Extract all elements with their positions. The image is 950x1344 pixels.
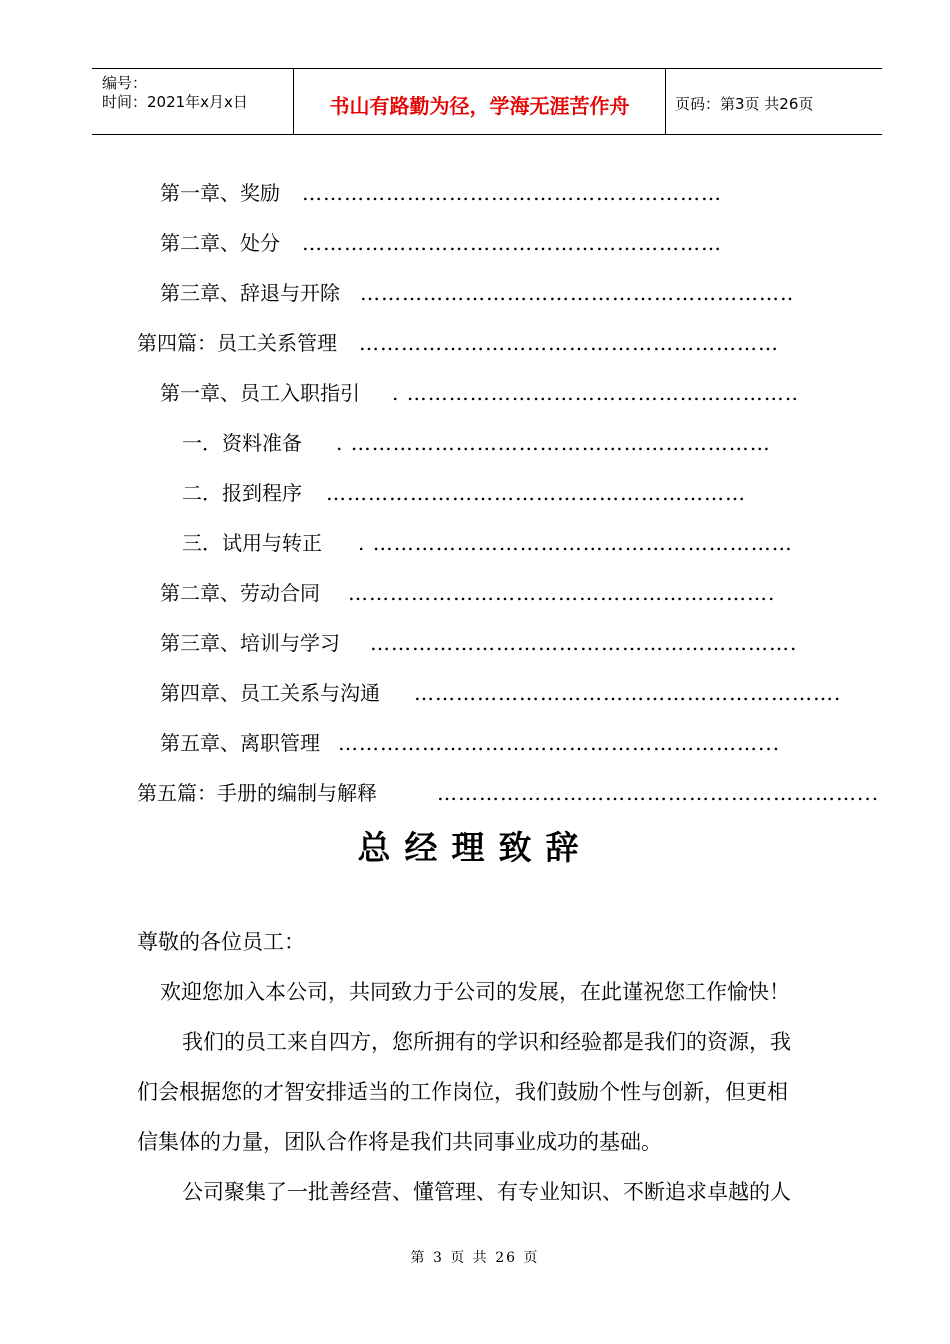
toc-label: 第三章、培训与学习 [160,631,340,655]
paragraph-line: 们会根据您的才智安排适当的工作岗位，我们鼓励个性与创新，但更相 [137,1080,788,1104]
toc-label: 二．报到程序 [182,481,302,505]
toc-leader: ……………………………………………………‥ [360,281,795,305]
toc-label: 第四章、员工关系与沟通 [160,681,380,705]
toc-entry[interactable] [137,780,880,806]
toc-entry[interactable] [160,730,790,756]
toc-leader: . ………………………………………………‥ [392,381,800,405]
toc-entry[interactable] [182,430,802,456]
toc-entry[interactable] [160,680,842,706]
toc-label: 第五章、离职管理 [160,731,320,755]
paragraph-line: 信集体的力量，团队合作将是我们共同事业成功的基础。 [137,1130,662,1154]
toc-label: 第五篇：手册的编制与解释 [137,781,377,805]
toc-label: 第一章、员工入职指引 [160,381,360,405]
toc-entry[interactable] [160,630,798,656]
toc-label: 第一章、奖励 [160,181,280,205]
page-footer: 第 3 页 共 26 页 [410,1250,540,1266]
toc-entry[interactable] [160,280,800,306]
toc-leader: ……………………………………………………. [348,581,776,605]
toc-leader: ……………………………………………………. [414,681,842,705]
paragraph-line: 公司聚集了一批善经营、懂管理、有专业知识、不断追求卓越的人 [182,1180,791,1204]
time-label: 时间：2021年x月x日 [102,93,248,111]
toc-leader: ……………………………………………………... [437,781,880,805]
toc-entry[interactable] [160,380,800,406]
toc-label: 第四篇：员工关系管理 [137,331,337,355]
toc-entry[interactable] [137,330,787,356]
toc-entry[interactable] [182,530,802,556]
toc-entry[interactable] [160,180,800,206]
header-motto-cell [294,69,666,134]
toc-entry[interactable] [182,480,802,506]
header-meta-cell [92,69,294,134]
header-page-cell [666,69,882,134]
paragraph-line: 欢迎您加入本公司，共同致力于公司的发展，在此谨祝您工作愉快！ [160,980,790,1004]
toc-leader: …………………………………………………… [359,331,779,355]
toc-leader: . …………………………………………………… [358,531,793,555]
toc-leader: . …………………………………………………… [336,431,771,455]
motto: 书山有路勤为径，学海无涯苦作舟 [329,94,630,118]
toc-label: 第二章、劳动合同 [160,581,320,605]
section-title: 总经理致辞 [357,828,593,867]
toc-leader: …………………………………………………… [302,231,722,255]
toc-leader: …………………………………………………… [302,181,722,205]
toc-label: 三．试用与转正 [182,531,322,555]
code-label: 编号： [102,74,148,92]
toc-entry[interactable] [160,580,790,606]
toc-label: 第二章、处分 [160,231,280,255]
toc-leader: …………………………………………………… [326,481,746,505]
toc-label: 一．资料准备 [182,431,302,455]
paragraph-line: 我们的员工来自四方，您所拥有的学识和经验都是我们的资源，我 [182,1030,791,1054]
header-page-info: 页码：第3页 共26页 [675,95,814,113]
toc-label: 第三章、辞退与开除 [160,281,340,305]
page-header [92,68,882,135]
toc-leader: ……………………………………………………... [338,731,781,755]
toc-leader: ……………………………………………………. [370,631,798,655]
greeting: 尊敬的各位员工： [137,930,305,954]
toc-entry[interactable] [160,230,800,256]
